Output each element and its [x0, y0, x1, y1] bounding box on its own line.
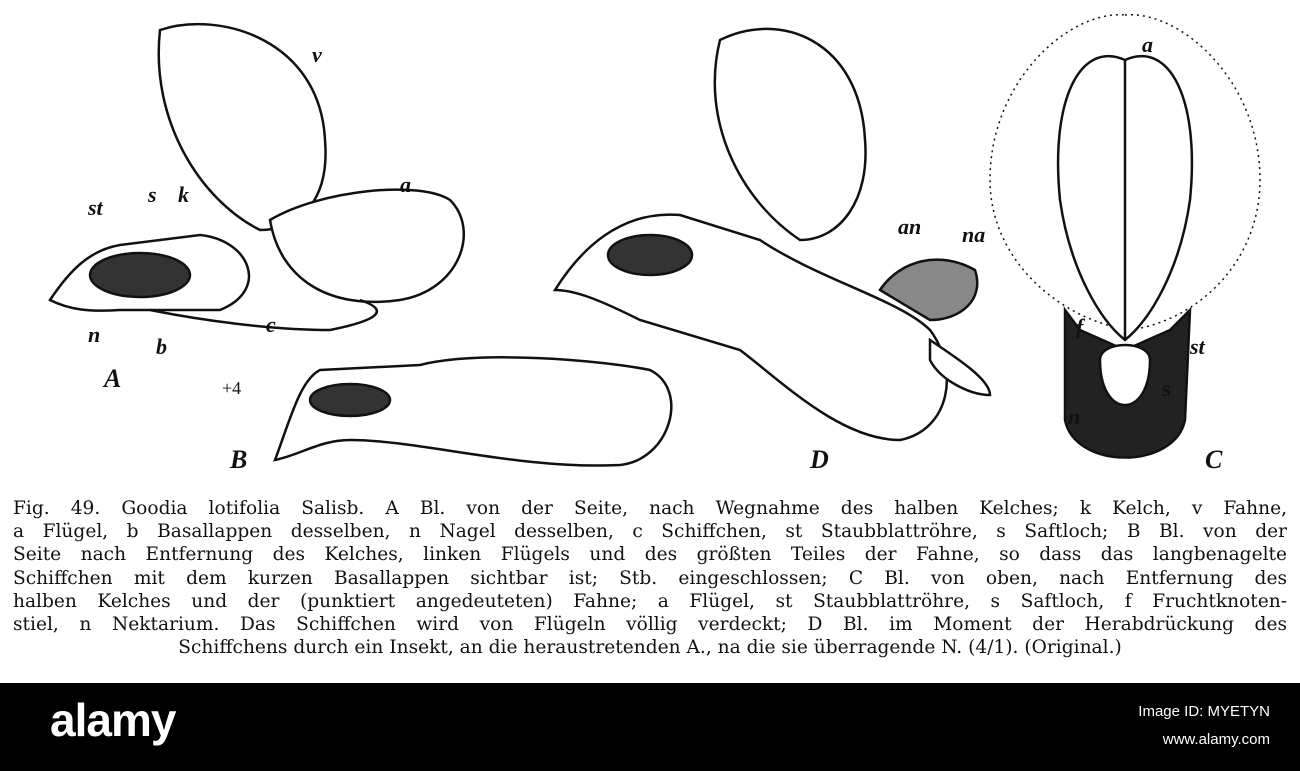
label-c-a: a — [1142, 32, 1153, 57]
label-a-s: s — [148, 182, 157, 207]
image-id: Image ID: MYETYN — [1138, 703, 1270, 720]
label-d-an: an — [898, 214, 922, 239]
label-c-s: s — [1162, 376, 1171, 401]
caption-line: Fig. 49. Goodia lotifolia Salisb. A Bl. von der Seite, nach Wegnahme des halben Kelches; k Kelch, v Fahne, — [13, 498, 1287, 519]
label-a-v: v — [312, 42, 322, 67]
caption-line: Seite nach Entfernung des Kelches, linken Flügels und des größten Teiles der Fahne, so dass das langbenagelte — [13, 544, 1287, 566]
panel-label-a: A — [104, 364, 122, 393]
alamy-logo: alamy — [50, 694, 176, 746]
label-a-n: n — [88, 322, 101, 347]
figure-caption — [13, 497, 1287, 659]
flower-c-drawing — [990, 15, 1260, 458]
label-a-b: b — [156, 334, 167, 359]
label-c-f: f — [1076, 314, 1084, 339]
site-url: www.alamy.com — [1162, 731, 1270, 748]
panel-label-d: D — [810, 445, 829, 474]
flower-b-drawing — [275, 357, 671, 465]
label-a-k: k — [178, 182, 189, 207]
label-a-c: c — [266, 312, 276, 337]
label-a-a: a — [400, 172, 411, 197]
scale-mark: +4 — [222, 378, 242, 398]
caption-line: Schiffchen mit dem kurzen Basallappen sichtbar ist; Stb. eingeschlossen; C Bl. von oben, nach Entfernung des — [13, 567, 1287, 589]
label-c-st: st — [1190, 334, 1205, 359]
label-c-n: n — [1068, 404, 1081, 429]
caption-line: stiel, n Nektarium. Das Schiffchen wird von Flügeln völlig verdeckt; D Bl. im Moment der Herabdrückung des — [13, 614, 1287, 636]
watermark-bar — [0, 683, 1300, 771]
caption-line: Schiffchens durch ein Insekt, an die heraustretenden A., na die sie überragende N. (4/1). (Original.) — [178, 637, 1122, 659]
panel-label-b: B — [230, 445, 248, 474]
caption-line: a Flügel, b Basallappen desselben, n Nagel desselben, c Schiffchen, st Staubblattröhre, s Saftloch; B Bl. von der — [13, 521, 1287, 543]
caption-line: halben Kelches und der (punktiert angedeuteten) Fahne; a Flügel, st Staubblattröhre, s Saftloch, f Fruchtknoten- — [13, 590, 1287, 612]
label-a-st: st — [88, 195, 103, 220]
panel-label-c: C — [1205, 445, 1223, 474]
label-d-na: na — [962, 222, 986, 247]
